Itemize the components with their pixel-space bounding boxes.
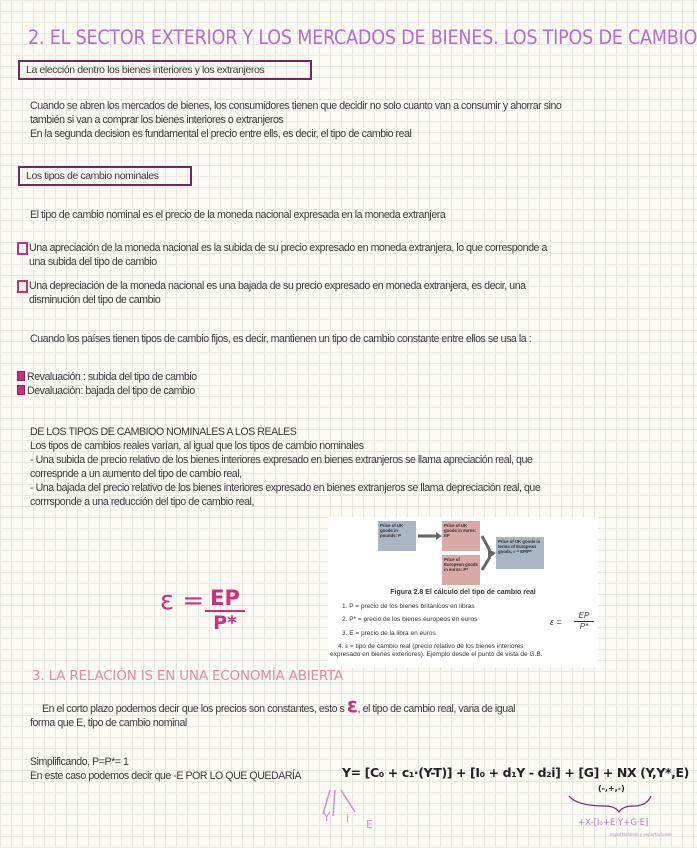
is-signs: (-,+,-)	[598, 784, 625, 793]
figure-formula-num: EP	[574, 611, 594, 622]
annotation-marks	[315, 782, 655, 848]
subscript-y: Y	[323, 810, 331, 824]
formula-denominator: P*	[213, 612, 237, 634]
paragraph-simplificando	[30, 755, 301, 783]
text-line: En el corto plazo podemos decir que los precios son constantes, esto s	[42, 703, 345, 715]
text-line: Una apreciación de la moneda nacional es la subida de su precio expresado en moneda extranjera, lo que corresponde a	[29, 242, 547, 254]
formula-fraction	[205, 586, 245, 634]
text-line: disminución del tipo de cambio	[29, 294, 161, 306]
text-line: - Una subida de precio relativo de los bienes interiores expresado en bienes extranjeros se llama apreciación real, que	[30, 454, 533, 466]
figure-item: 4. ε = tipo de cambio real (precio relativo de los bienes interiores	[338, 643, 524, 650]
text-line: Devaluación: bajada del tipo de cambio	[27, 385, 195, 397]
bullet-apreciacion	[17, 241, 647, 269]
bottom-formula: +X-[I₀+E·Y+G·E]	[578, 818, 649, 828]
figure-formula-lhs: ε =	[550, 617, 562, 627]
text-line: una subida del tipo de cambio	[29, 256, 157, 268]
text-line: En este caso podemos decir que -E POR LO QUE QUEDARÍA	[30, 770, 302, 782]
checkbox-icon	[17, 280, 28, 293]
section-heading: DE LOS TIPOS DE CAMBIOO NOMINALES A LOS REALES	[30, 426, 297, 438]
bullet-depreciacion	[17, 279, 647, 307]
text-line: forma que E, tipo de cambio nominal	[30, 717, 187, 729]
filled-square-icon	[17, 385, 25, 395]
section-box-eleccion: La elección dentro los bienes interiores y los extranjeros	[18, 60, 312, 80]
section-box-nominales: Los tipos de cambio nominales	[18, 166, 192, 186]
figure-box-uk-price: Price of UK goods in pounds: P	[378, 521, 416, 551]
text-line: , el tipo de cambio real, varia de igual	[357, 703, 516, 715]
figure-tipo-cambio-real	[328, 517, 598, 667]
figure-formula-den: P*	[579, 622, 589, 631]
text-line: Cuando se abren los mercados de bienes, los consumidores tienen que decidir no solo cuanto van a consumir y ahorrar sino	[30, 100, 562, 112]
text-line: corrrsponde a una reducción del tipo de cambio real,	[30, 496, 254, 508]
text-line: Los tipos de cambios reales varían, al igual que los tipos de cambio nominales	[30, 440, 364, 452]
list-revaluacion	[17, 370, 197, 398]
figure-item: 1. P = precio de los bienes británicos en libras	[342, 603, 475, 610]
figure-arrows	[328, 517, 598, 592]
figure-caption: Figura 2.8 El cálculo del tipo de cambio real	[390, 589, 536, 596]
bottom-note: importaciones y exportaciones	[610, 832, 672, 837]
figure-box-european: Price of European goods in euros: P*	[442, 555, 480, 585]
epsilon-symbol: ε	[346, 693, 358, 717]
subscript-e: E	[366, 818, 373, 831]
filled-square-icon	[17, 371, 25, 381]
text-line: Simplificando, P=P*= 1	[30, 756, 129, 768]
figure-item: expresado en bienes exteriores). Ejemplo desde el punto de vista de G.B.	[330, 651, 543, 658]
text-line: En la segunda decision es fundamental el precio entre ells, es decir, el tipo de cambio real	[30, 128, 412, 140]
figure-box-euros: Price of UK goods in euros: EP	[442, 521, 480, 551]
figure-item: 2. P* = precio de los bienes europeos en euros	[342, 616, 478, 623]
paragraph-corto-plazo	[30, 693, 630, 730]
section-reales	[30, 425, 540, 509]
paragraph-definicion: El tipo de cambio nominal es el precio de la moneda nacional expresada en la moneda extranjera	[30, 209, 446, 221]
formula-lhs: ε =	[160, 586, 205, 616]
text-line: correspnde a un aumento del tipo de cambio real,	[30, 468, 242, 480]
section-title-is: 3. LA RELACIÓN IS EN UNA ECONOMÍA ABIERTA	[32, 668, 344, 684]
text-line: también si van a comprar los bienes interiores o extranjeros	[30, 114, 284, 126]
is-equation: Y= [C₀ + c₁·(Y-T)] + [I₀ + d₁Y - d₂i] + [G] + NX (Y,Y*,E)	[342, 765, 689, 780]
text-line: - Una bajada del precio relativo de los bienes interiores expresado en bienes extranjeros se llama depreciación real, que	[30, 482, 541, 494]
figure-formula-fraction	[574, 611, 594, 632]
page-title: 2. EL SECTOR EXTERIOR Y LOS MERCADOS DE BIENES. LOS TIPOS DE CAMBIO	[28, 26, 697, 49]
text-line: Una depreciación de la moneda nacional es una bajada de su precio expresado en moneda extranjera, es decir, una	[29, 280, 526, 292]
subscript-i: i	[346, 812, 350, 825]
checkbox-icon	[17, 242, 28, 255]
text-line: Revaluación : subida del tipo de cambio	[27, 371, 197, 383]
paragraph-mercados	[30, 99, 561, 141]
paragraph-fijos: Cuando los países tienen tipos de cambio fijos, es decir, mantienen un tipo de cambio constante entre ellos se usa la :	[30, 333, 532, 345]
figure-item: 3. E = precio de la libra en euros	[342, 630, 436, 637]
formula-numerator: EP	[205, 586, 245, 612]
figure-box-terms: Price of UK goods in terms of European goods, ε = EP/P*	[496, 537, 544, 569]
